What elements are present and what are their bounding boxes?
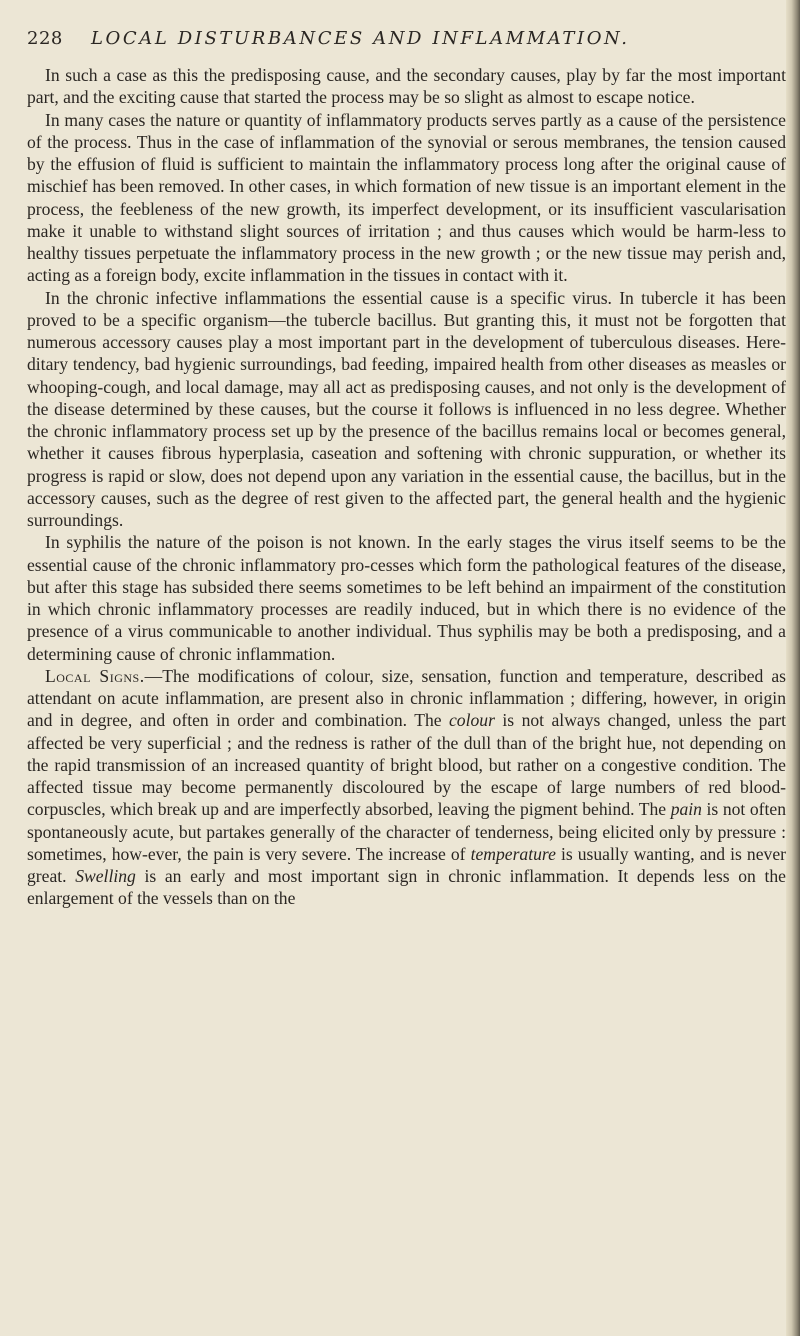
- emphasis-term: colour: [449, 710, 495, 731]
- paragraph: In many cases the nature or quantity of inflammatory products serves partly as a cause of the persistence of the process. Thus in the case of inflammation of the synovial or serous membranes, the tension caused by the effusion of fluid is sufficient to maintain the inflammatory process long after the original cause of mischief has been removed. In other cases, in which formation of new tissue is an important element in the process, the feebleness of the new growth, its imperfect development, or its insufficient vascularisation make it unable to withstand slight sources of irritation ; and thus causes which would be harm-less to healthy tissues perpetuate the inflammatory process in the new growth ; or the new tissue may perish and, acting as a foreign body, excite inflammation in the tissues in contact with it.: [27, 109, 786, 286]
- paragraph: In the chronic infective inflammations the essential cause is a specific virus. In tubercle it has been proved to be a specific organism—the tubercle bacillus. But granting this, it must not be forgotten that numerous accessory causes play a most important part in the development of tuberculous diseases. Here-ditary tendency, bad hygienic surroundings, bad feeding, impaired health from other diseases as measles or whooping-cough, and local damage, may all act as predisposing causes, and not only is the development of the disease determined by these causes, but the course it follows is influenced in no less degree. Whether the chronic inflammatory process set up by the presence of the bacillus remains local or becomes general, whether it causes fibrous hyperplasia, caseation and softening with chronic suppuration, or whether its progress is rapid or slow, does not depend upon any variation in the essential cause, the bacillus, but in the accessory causes, such as the degree of rest given to the affected part, the general health and the hygienic surroundings.: [27, 287, 786, 530]
- page-header: [27, 28, 760, 54]
- paragraph-local-signs: [27, 665, 786, 910]
- page-edge-shadow: [786, 0, 800, 1336]
- emphasis-term: pain: [670, 799, 702, 820]
- text-run: is not always changed, unless the part affected be very superficial ; and the redness is rather of the dull than of the bright hue, not depending on the rapid transmission of an increased quantity of bright blood, but rather on a congestive condition. The affected tissue may become permanently discoloured by the escape of large numbers of red blood-corpuscles, which break up and are imperfectly absorbed, leaving the pigment behind. The: [27, 710, 786, 820]
- text-run: is usually wanting, and is never great.: [27, 843, 786, 886]
- emphasis-term: temperature: [470, 843, 556, 864]
- section-heading: Local Signs.: [45, 665, 145, 686]
- text-run: is an early and most important sign in chronic inflammation. It depends less on the enlargement of the vessels than on the: [27, 866, 786, 909]
- emphasis-term: Swelling: [75, 866, 136, 886]
- text-run: is not often spontaneously acute, but partakes generally of the character of tenderness, being elicited only by pressure : sometimes, how-ever, the pain is very severe. The increase of: [27, 799, 787, 864]
- running-title: LOCAL DISTURBANCES AND INFLAMMATION.: [91, 28, 630, 49]
- paragraph: In syphilis the nature of the poison is not known. In the early stages the virus itself seems to be the essential cause of the chronic inflammatory pro-cesses which form the pathological features of the disease, but after this stage has subsided there seems sometimes to be left behind an impairment of the constitution in which chronic inflammatory processes are readily induced, but in which there is no evidence of the presence of a virus communicable to another individual. Thus syphilis may be both a predisposing, and a determining cause of chronic inflammation.: [27, 532, 786, 664]
- paragraph: In such a case as this the predisposing cause, and the secondary causes, play by far the most important part, and the exciting cause that started the process may be so slight as almost to escape notice.: [27, 65, 786, 108]
- page-number: 228: [27, 28, 63, 49]
- text-run: —The modifications of colour, size, sensation, function and temperature, described as attendant on acute inflammation, are present also in chronic inflammation ; differing, however, in origin and in degree, and often in order and combination. The: [27, 665, 786, 731]
- body-text: [27, 64, 786, 910]
